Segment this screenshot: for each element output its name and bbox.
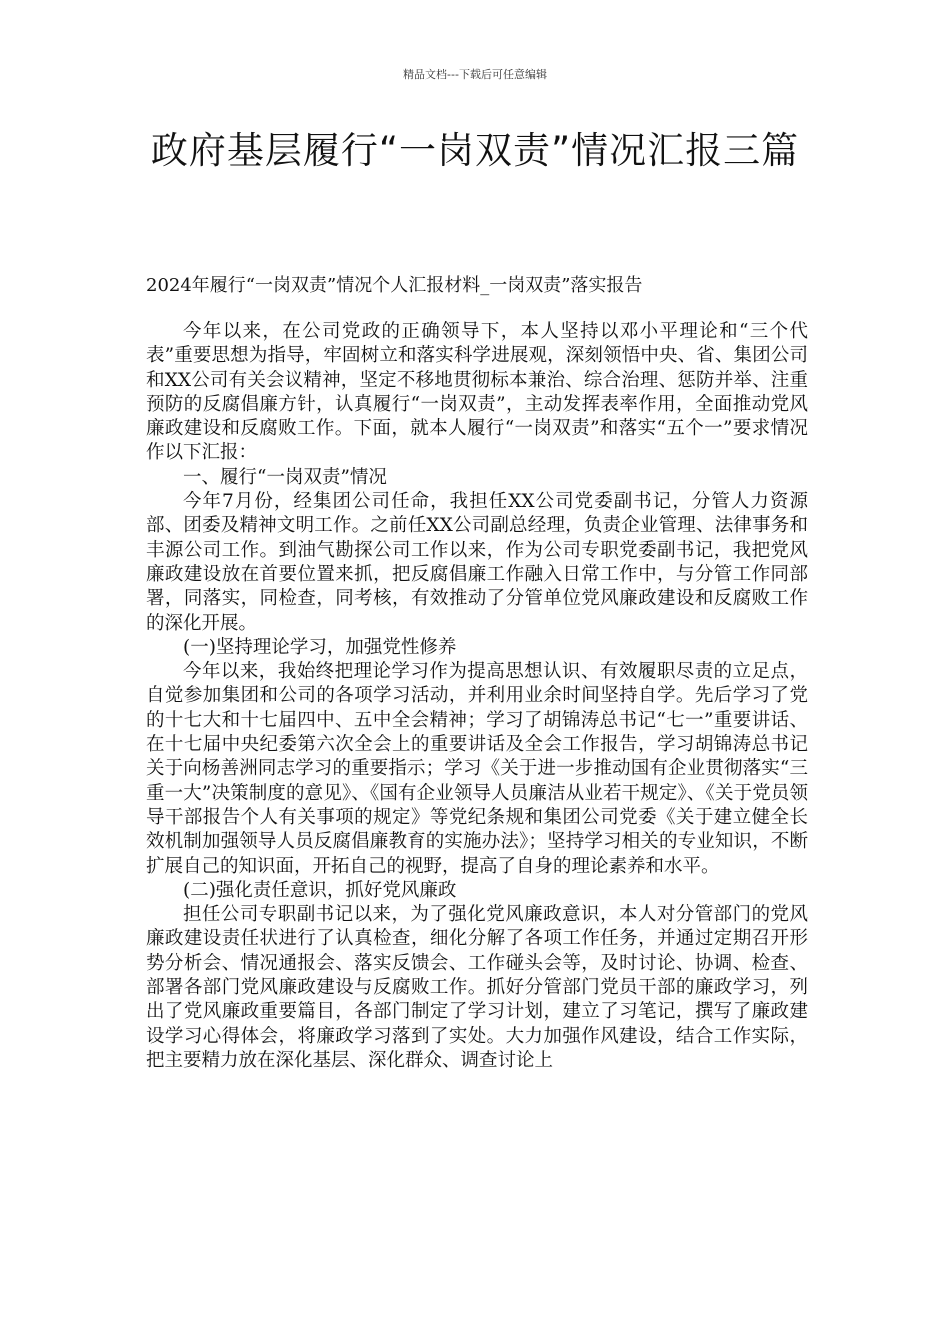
section-heading-1: 一、履行“一岗双责”情况	[183, 466, 387, 488]
page-header-note: 精品文档---下载后可任意编辑	[403, 68, 547, 81]
subsection-heading-2: (二)强化责任意识，抓好党风廉政	[183, 879, 457, 901]
document-subtitle: 2024年履行“一岗双责”情况个人汇报材料_一岗双责”落实报告	[146, 275, 643, 296]
paragraph-responsibility: 担任公司专职副书记以来，为了强化党风廉政意识，本人对分管部门的党风廉政建设责任状进行了认真检查，细化分解了各项工作任务，并通过定期召开形势分析会、情况通报会、落实反馈会、工作碰头会等，及时讨论、协调、检查、部署各部门党风廉政建设与反腐败工作。抓好分管部门党员干部的廉政学习，列出了党风廉政重要篇目，各部门制定了学习计划，建立了习笔记，撰写了廉政建设学习心得体会，将廉政学习落到了实处。大力加强作风建设，结合工作实际，把主要精力放在深化基层、深化群众、调查讨论上	[146, 904, 808, 1071]
document-title: 政府基层履行“一岗双责”情况汇报三篇	[150, 129, 800, 172]
paragraph-theory-study: 今年以来，我始终把理论学习作为提高思想认识、有效履职尽责的立足点，自觉参加集团和公司的各项学习活动，并利用业余时间坚持自学。先后学习了党的十七大和十七届四中、五中全会精神；学习了胡锦涛总书记“七一”重要讲话、在十七届中央纪委第六次全会上的重要讲话及全会工作报告，学习胡锦涛总书记关于向杨善洲同志学习的重要指示；学习《关于进一步推动国有企业贯彻落实“三重一大”决策制度的意见》、《国有企业领导人员廉洁从业若干规定》、《关于党员领导干部报告个人有关事项的规定》等党纪条规和集团公司党委《关于建立健全长效机制加强领导人员反腐倡廉教育的实施办法》；坚持学习相关的专业知识，不断扩展自己的知识面，开拓自己的视野，提高了自身的理论素养和水平。	[146, 661, 808, 877]
document-body	[146, 320, 808, 1073]
paragraph-intro: 今年以来，在公司党政的正确领导下，本人坚持以邓小平理论和“三个代表”重要思想为指导，牢固树立和落实科学进展观，深刻领悟中央、省、集团公司和XX公司有关会议精神，坚定不移地贯彻标本兼治、综合治理、惩防并举、注重预防的反腐倡廉方针，认真履行“一岗双责”，主动发挥表率作用，全面推动党风廉政建设和反腐败工作。下面，就本人履行“一岗双责”和落实“五个一”要求情况作以下汇报：	[146, 321, 808, 464]
paragraph-duties: 今年7月份，经集团公司任命，我担任XX公司党委副书记，分管人力资源部、团委及精神文明工作。之前任XX公司副总经理，负责企业管理、法律事务和丰源公司工作。到油气勘探公司工作以来，作为公司专职党委副书记，我把党风廉政建设放在首要位置来抓，把反腐倡廉工作融入日常工作中，与分管工作同部署，同落实，同检查，同考核，有效推动了分管单位党风廉政建设和反腐败工作的深化开展。	[146, 491, 808, 634]
subsection-heading-1: (一)坚持理论学习，加强党性修养	[183, 636, 457, 658]
